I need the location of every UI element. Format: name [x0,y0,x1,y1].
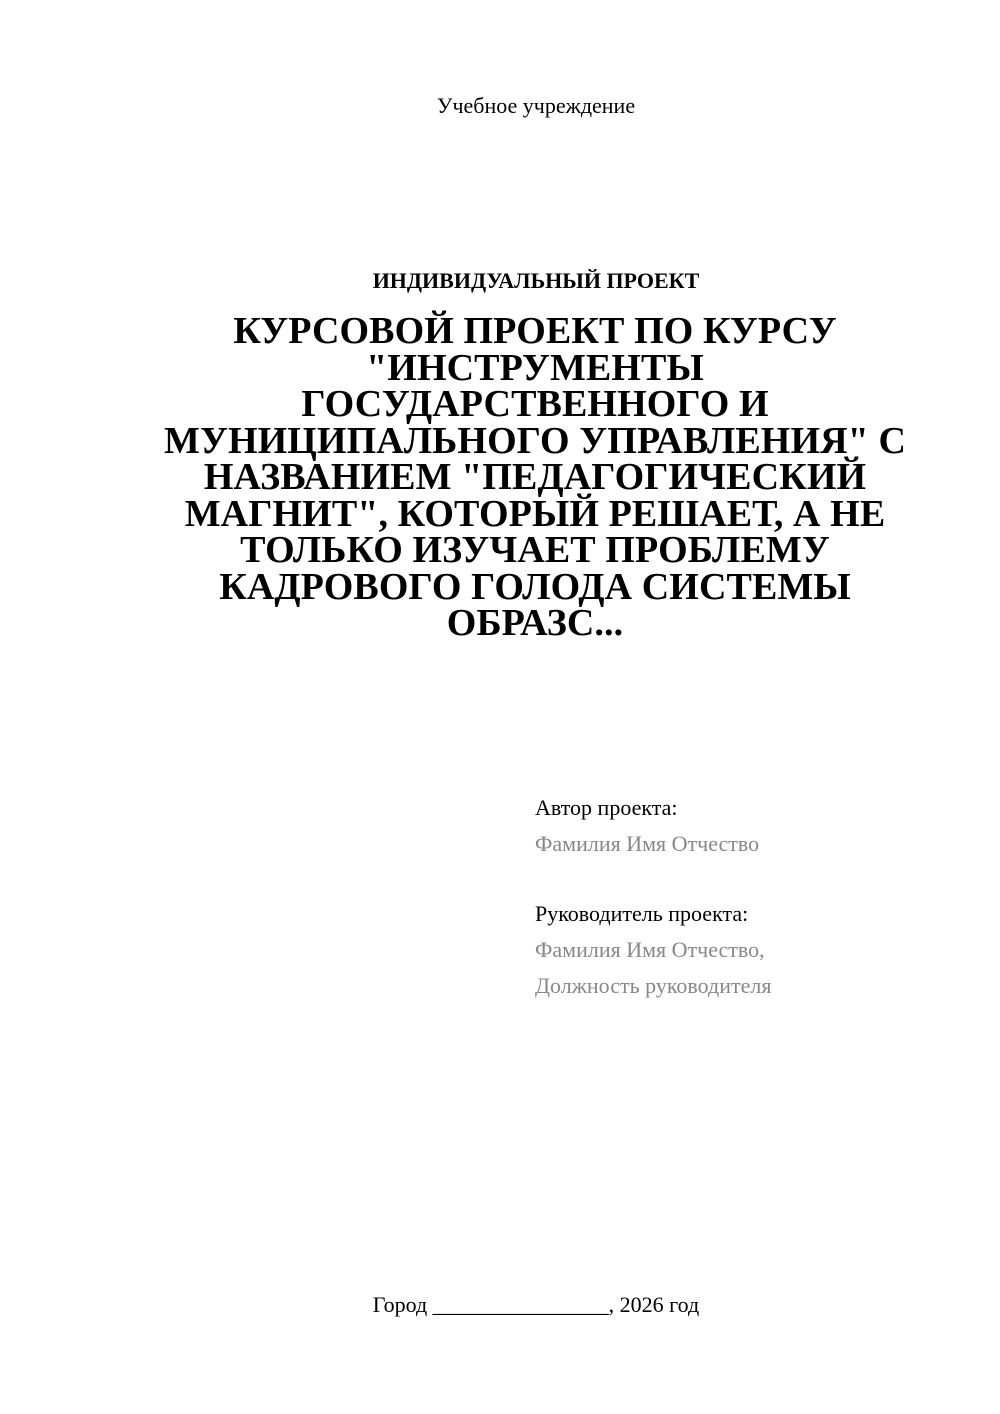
city-year-line: Город ________________, 2026 год [372,1292,700,1317]
author-name: Фамилия Имя Отчество [535,831,760,856]
project-type-heading: ИНДИВИДУАЛЬНЫЙ ПРОЕКТ [372,268,700,293]
supervisor-label: Руководитель проекта: [535,901,749,926]
credits-block [535,790,975,1004]
institution-name: Учебное учреждение [436,93,636,118]
supervisor-name: Фамилия Имя Отчество, [535,937,765,962]
author-label: Автор проекта: [535,795,678,820]
project-title: КУРСОВОЙ ПРОЕКТ ПО КУРСУ "ИНСТРУМЕНТЫ ГОСУДАРСТВЕННОГО И МУНИЦИПАЛЬНОГО УПРАВЛЕНИЯ" С НАЗВАНИЕМ "ПЕДАГОГИЧЕСКИЙ МАГНИТ", КОТОРЫЙ РЕШАЕТ, А НЕ ТОЛЬКО ИЗУЧАЕТ ПРОБЛЕМУ КАДРОВОГО ГОЛОДА СИСТЕМЫ ОБРАЗС... [163,310,907,644]
spacer [535,862,975,896]
supervisor-position: Должность руководителя [535,973,772,998]
